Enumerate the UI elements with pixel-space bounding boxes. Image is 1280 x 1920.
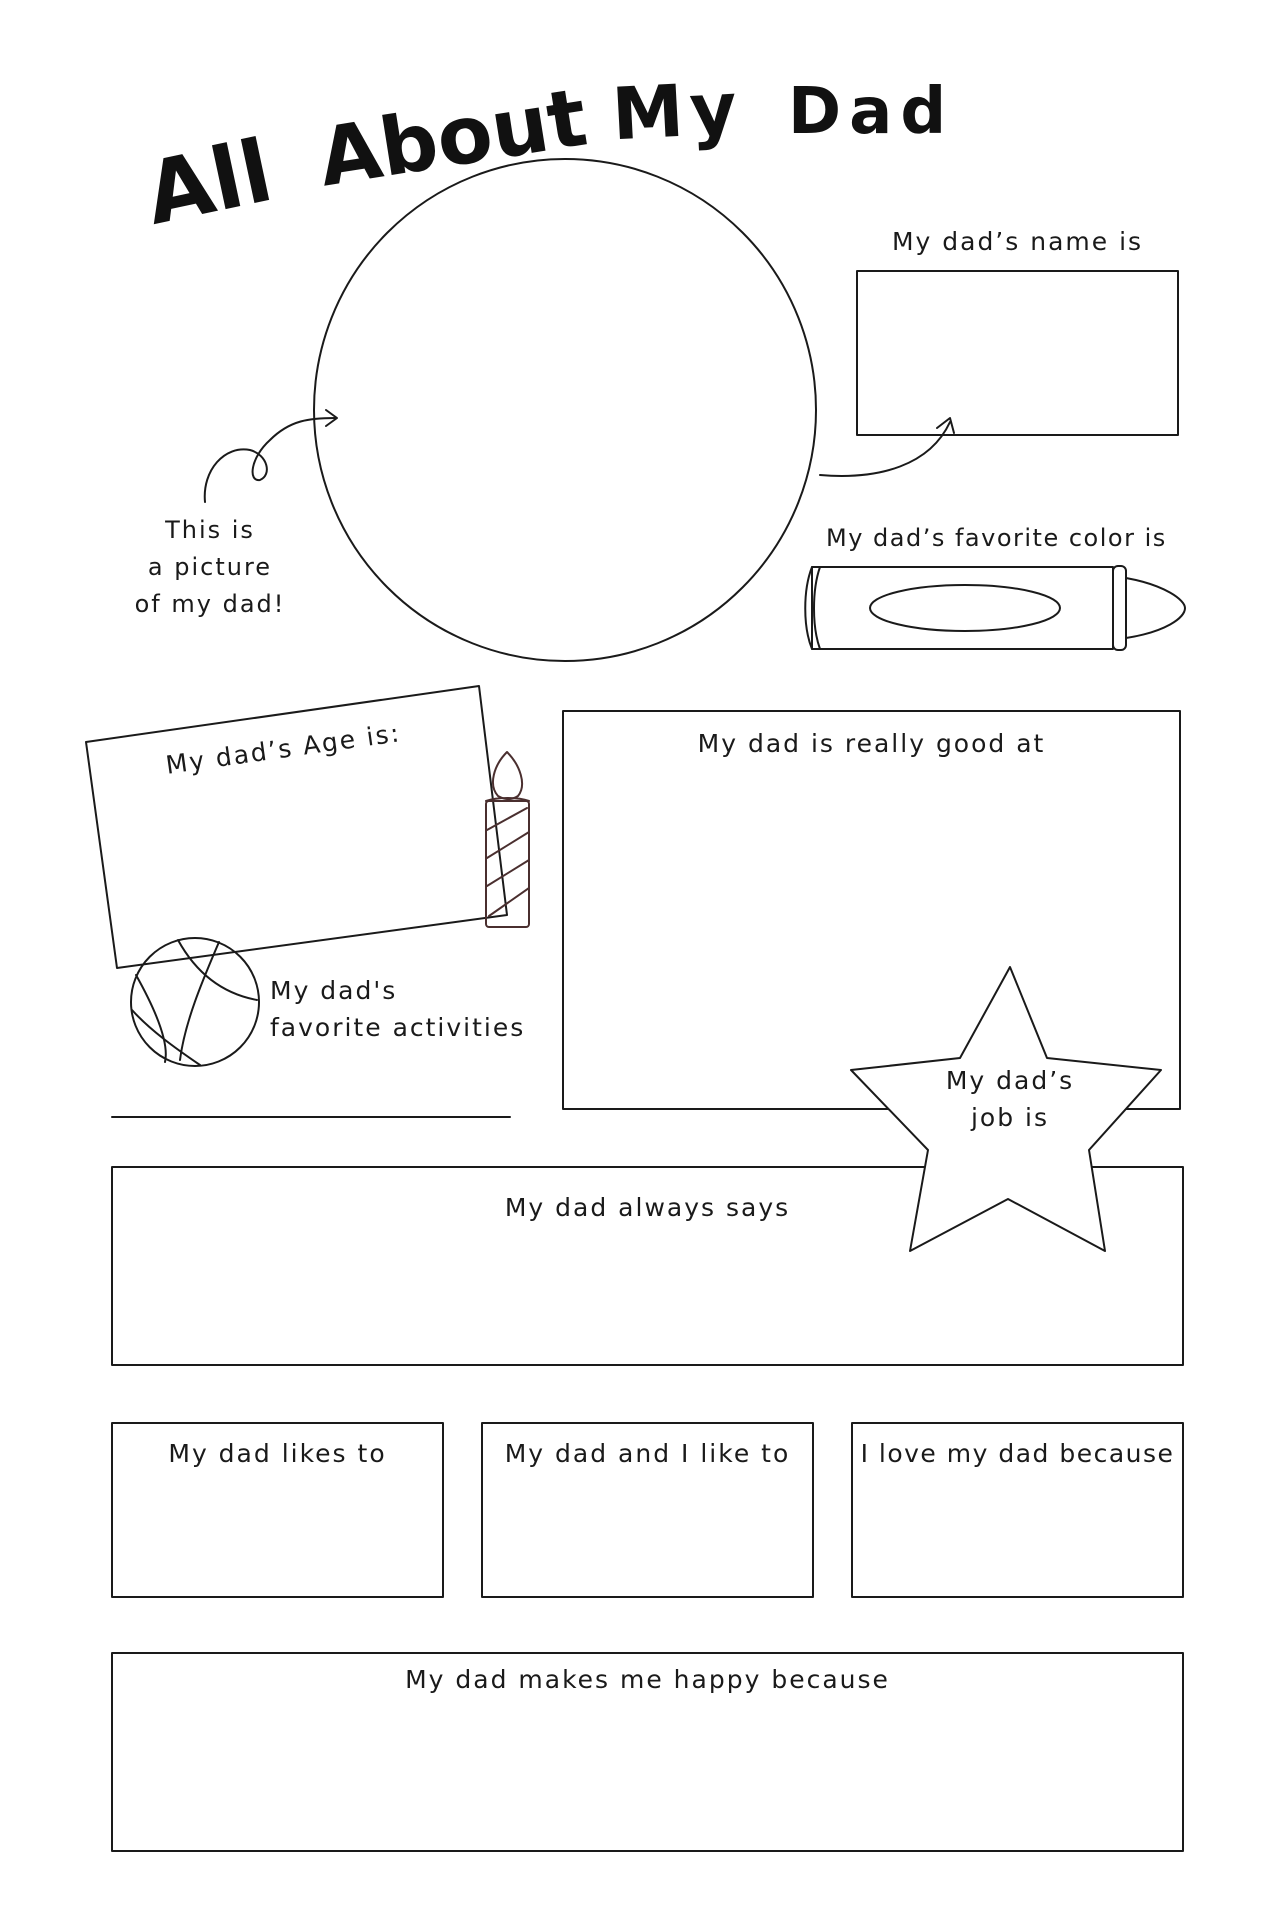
activities-line-2: favorite activities <box>270 1013 526 1042</box>
picture-caption-line-2: a picture <box>147 553 273 581</box>
name-box <box>857 271 1178 435</box>
title-word-all: All <box>136 121 281 245</box>
job-label <box>905 1062 1115 1136</box>
picture-caption-line-1: This is <box>165 516 255 544</box>
job-line-2: job is <box>970 1103 1050 1132</box>
love-label: I love my dad because <box>860 1439 1175 1468</box>
happy-label: My dad makes me happy because <box>405 1665 890 1694</box>
crayon-icon <box>805 566 1185 650</box>
picture-caption <box>110 512 310 623</box>
favorite-color-label: My dad’s favorite color is <box>826 524 1167 552</box>
age-card <box>86 686 507 968</box>
picture-caption-line-3: of my dad! <box>134 590 286 618</box>
name-label: My dad’s name is <box>891 227 1144 256</box>
age-label: My dad’s Age is: <box>163 718 403 780</box>
activities-line-1: My dad's <box>270 976 398 1005</box>
good-at-box <box>563 711 1180 1109</box>
name-arrow-icon <box>820 422 950 476</box>
together-label: My dad and I like to <box>504 1439 791 1468</box>
title-word-about: About <box>312 70 593 205</box>
good-at-label: My dad is really good at <box>697 729 1046 758</box>
likes-label: My dad likes to <box>168 1439 387 1468</box>
favorite-activities-label <box>270 972 525 1046</box>
title-word-my: My <box>609 65 745 157</box>
title-word-dad: Dad <box>788 75 955 149</box>
candle-icon <box>486 752 529 927</box>
says-label: My dad always says <box>504 1193 791 1222</box>
picture-circle <box>314 159 816 661</box>
job-line-1: My dad’s <box>945 1066 1075 1095</box>
